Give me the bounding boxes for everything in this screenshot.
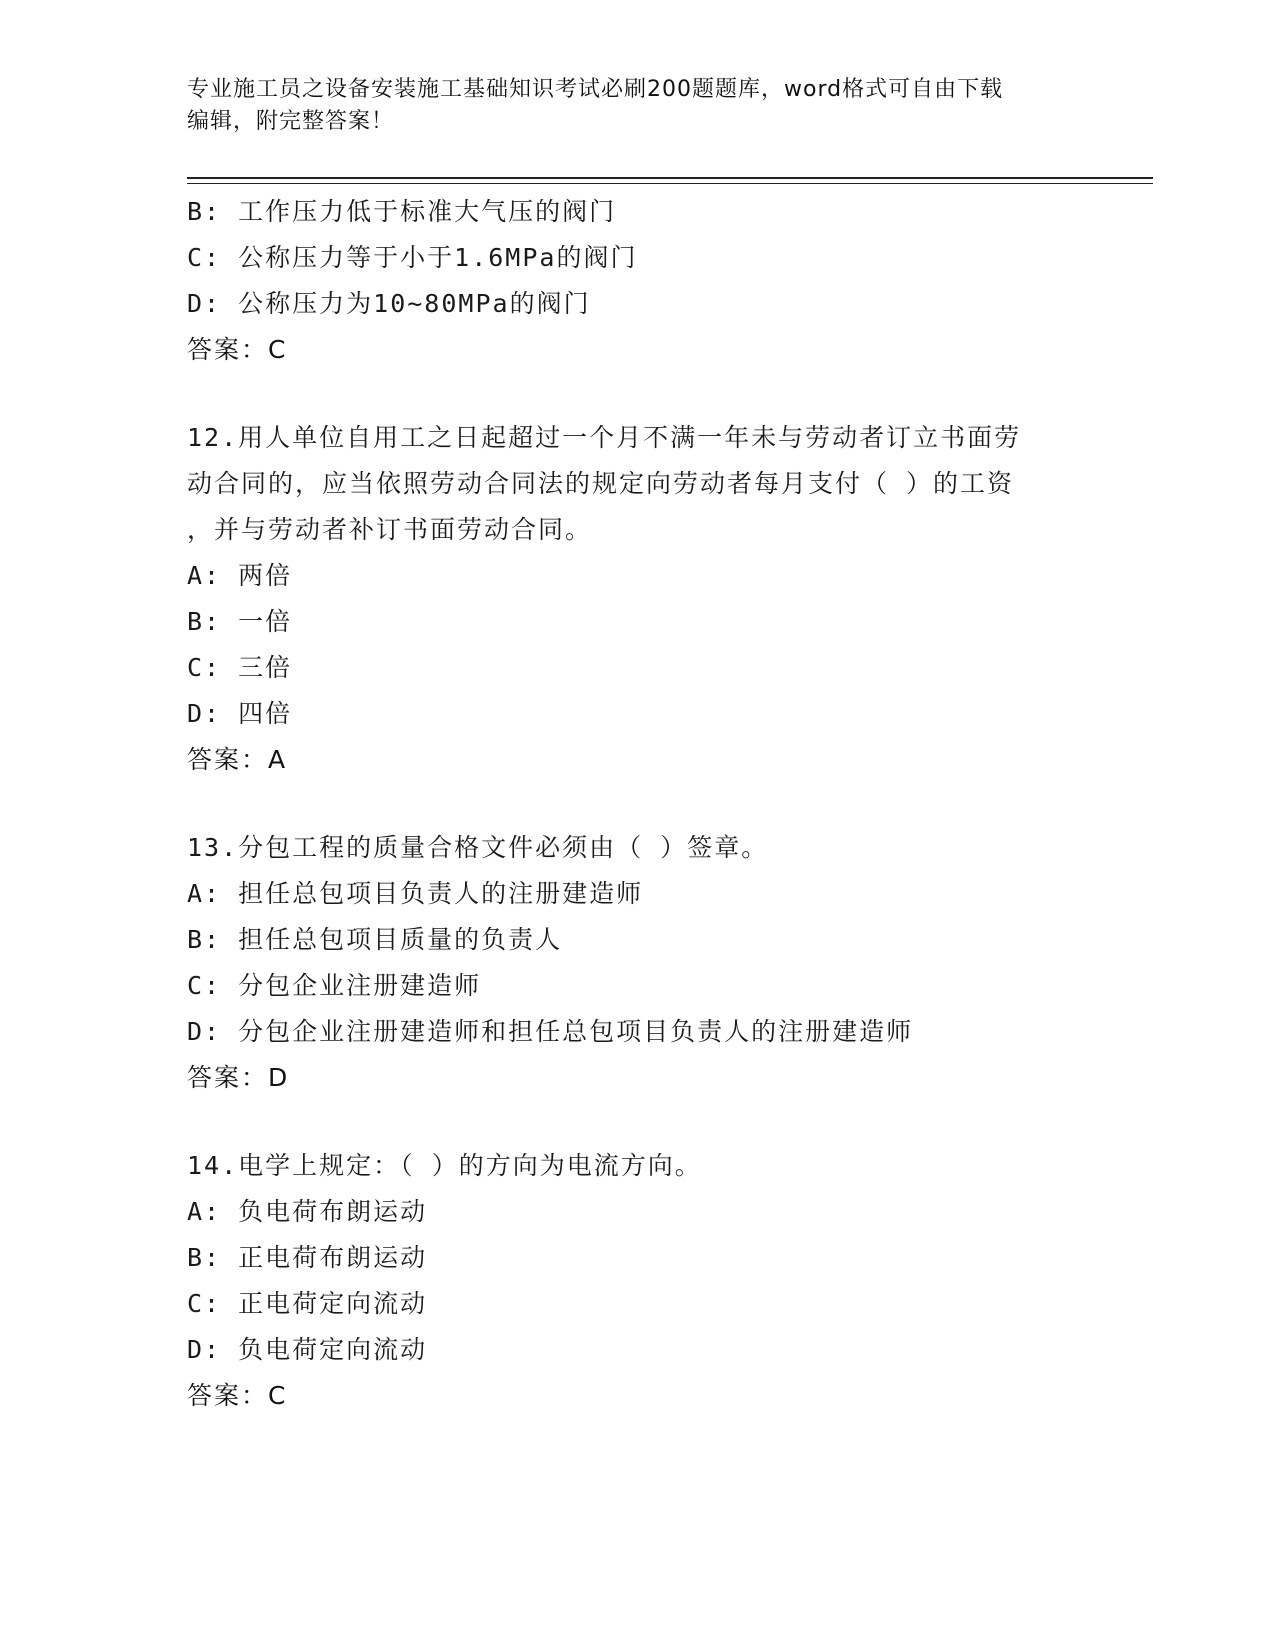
option-b: B: 正电荷布朗运动 — [187, 1243, 428, 1272]
option-b: B: 工作压力低于标准大气压的阀门 — [187, 197, 617, 226]
question-stem-line: 12.用人单位自用工之日起超过一个月不满一年未与劳动者订立书面劳 — [187, 423, 1022, 452]
spacer — [187, 373, 1087, 415]
option-c: C: 公称压力等于小于1.6MPa的阀门 — [187, 243, 638, 272]
answer-line: 答案：A — [187, 745, 288, 774]
option-d: D: 四倍 — [187, 699, 293, 728]
header-divider-thin — [187, 183, 1153, 184]
question-stem-line: 动合同的，应当依照劳动合同法的规定向劳动者每月支付（ ）的工资 — [187, 469, 1015, 498]
question-stem-line: ，并与劳动者补订书面劳动合同。 — [187, 515, 593, 544]
option-a: A: 负电荷布朗运动 — [187, 1197, 428, 1226]
spacer — [187, 783, 1087, 825]
question-14 — [187, 1143, 1087, 1419]
answer-line: 答案：D — [187, 1063, 290, 1092]
answer-line: 答案：C — [187, 335, 288, 364]
header-title-line-1: 专业施工员之设备安装施工基础知识考试必刷200题题库，word格式可自由下载 — [187, 77, 1004, 102]
option-c: C: 分包企业注册建造师 — [187, 971, 482, 1000]
document-body — [187, 189, 1087, 1419]
question-13 — [187, 825, 1087, 1101]
option-c: C: 正电荷定向流动 — [187, 1289, 428, 1318]
option-a: A: 两倍 — [187, 561, 293, 590]
header-title-line-2: 编辑，附完整答案！ — [187, 109, 395, 134]
option-b: B: 担任总包项目质量的负责人 — [187, 925, 563, 954]
question-11-continued — [187, 189, 1087, 373]
question-12 — [187, 415, 1087, 783]
page-header — [187, 74, 1067, 138]
question-stem-line: 13.分包工程的质量合格文件必须由（ ）签章。 — [187, 833, 769, 862]
option-b: B: 一倍 — [187, 607, 293, 636]
answer-line: 答案：C — [187, 1381, 288, 1410]
option-d: D: 负电荷定向流动 — [187, 1335, 428, 1364]
option-a: A: 担任总包项目负责人的注册建造师 — [187, 879, 644, 908]
question-stem-line: 14.电学上规定：（ ）的方向为电流方向。 — [187, 1151, 702, 1180]
spacer — [187, 1101, 1087, 1143]
option-d: D: 公称压力为10~80MPa的阀门 — [187, 289, 591, 318]
header-divider-thick — [187, 177, 1153, 179]
option-d: D: 分包企业注册建造师和担任总包项目负责人的注册建造师 — [187, 1017, 914, 1046]
option-c: C: 三倍 — [187, 653, 293, 682]
